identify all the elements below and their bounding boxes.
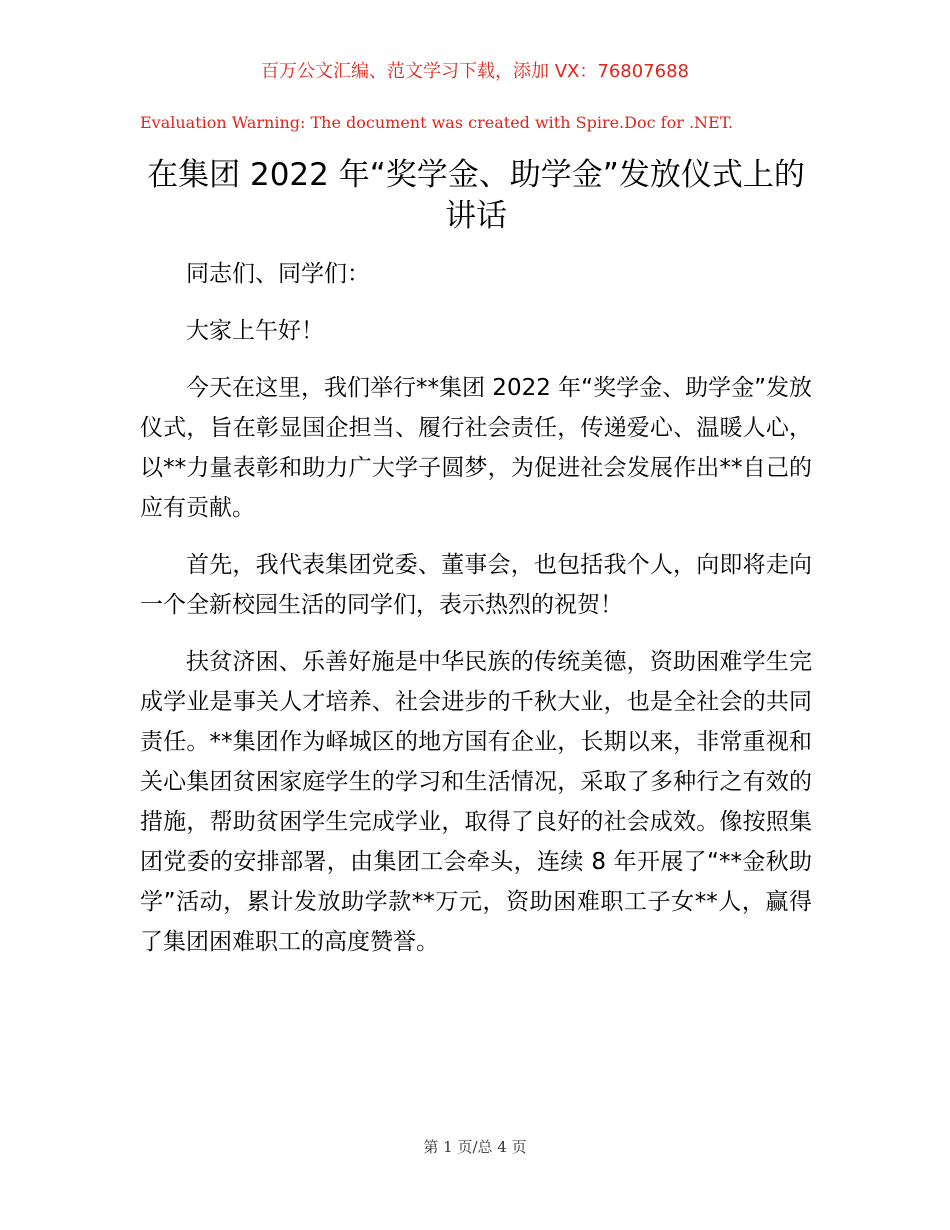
evaluation-warning: Evaluation Warning: The document was created with Spire.Doc for .NET. [140,113,734,132]
paragraph-congratulations: 首先，我代表集团党委、董事会，也包括我个人，向即将走向一个全新校园生活的同学们，表示热烈的祝贺！ [140,552,812,618]
paragraph-salutation: 同志们、同学们： [186,261,370,287]
paragraph-purpose: 今天在这里，我们举行**集团 2022 年“奖学金、助学金”发放仪式，旨在彰显国企担当、履行社会责任，传递爱心、温暖人心，以**力量表彰和助力广大学子圆梦，为促进社会发展作出**自己的应有贡献。 [140,375,812,521]
paragraph-background: 扶贫济困、乐善好施是中华民族的传统美德，资助困难学生完成学业是事关人才培养、社会进步的千秋大业，也是全社会的共同责任。**集团作为峄城区的地方国有企业，长期以来，非常重视和关心集团贫困家庭学生的学习和生活情况，采取了多种行之有效的措施，帮助贫困学生完成学业，取得了良好的社会成效。像按照集团党委的安排部署，由集团工会牵头，连续 8 年开展了“**金秋助学”活动，累计发放助学款**万元，资助困难职工子女**人，赢得了集团困难职工的高度赞誉。 [140,649,812,955]
paragraph-greeting: 大家上午好！ [186,318,324,344]
page-footer: 第 1 页/总 4 页 [423,1138,527,1156]
header-banner: 百万公文汇编、范文学习下载，添加 VX：76807688 [261,61,689,82]
document-title: 在集团 2022 年“奖学金、助学金”发放仪式上的讲话 [147,157,805,234]
document-body [140,254,812,979]
